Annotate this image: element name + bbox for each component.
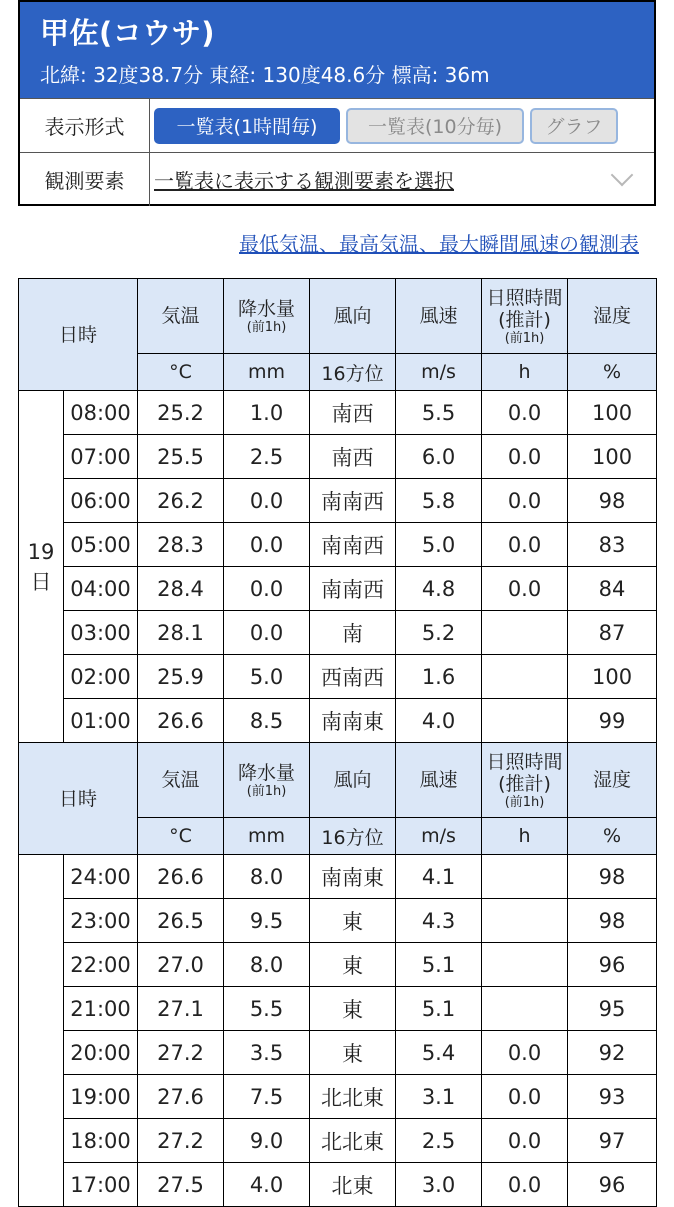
day-number: 19 (27, 539, 55, 564)
precipitation-cell: 0.0 (224, 523, 310, 567)
header-temperature: 気温 (138, 279, 224, 354)
header-humidity: 湿度 (568, 743, 657, 818)
time-cell: 18:00 (64, 1119, 138, 1163)
header-precipitation (224, 743, 310, 818)
time-cell: 07:00 (64, 435, 138, 479)
header-wind-speed: 風速 (396, 279, 482, 354)
wind-speed-cell: 4.3 (396, 899, 482, 943)
header-precipitation (224, 279, 310, 354)
unit-wind-direction: 16方位 (310, 818, 396, 855)
sunshine-cell: 0.0 (482, 1119, 568, 1163)
humidity-cell: 98 (568, 855, 657, 899)
table-row (19, 943, 657, 987)
header-sunshine-label: 日照時間 (486, 750, 563, 773)
header-wind-direction: 風向 (310, 743, 396, 818)
precipitation-cell: 8.5 (224, 699, 310, 743)
day-cell (19, 391, 64, 743)
unit-precipitation: mm (224, 818, 310, 855)
sunshine-cell: 0.0 (482, 523, 568, 567)
temperature-cell: 27.2 (138, 1031, 224, 1075)
table-row (19, 523, 657, 567)
temperature-cell: 28.3 (138, 523, 224, 567)
unit-wind-direction: 16方位 (310, 354, 396, 391)
humidity-cell: 95 (568, 987, 657, 1031)
sunshine-cell: 0.0 (482, 479, 568, 523)
unit-sunshine: h (482, 818, 568, 855)
header-sunshine (482, 279, 568, 354)
header-humidity: 湿度 (568, 279, 657, 354)
table-row (19, 987, 657, 1031)
wind-speed-cell: 4.8 (396, 567, 482, 611)
wind-direction-cell: 南南西 (310, 479, 396, 523)
sunshine-cell: 0.0 (482, 567, 568, 611)
wind-speed-cell: 5.8 (396, 479, 482, 523)
wind-speed-cell: 3.1 (396, 1075, 482, 1119)
precipitation-cell: 7.5 (224, 1075, 310, 1119)
table-row (19, 611, 657, 655)
wind-speed-cell: 5.2 (396, 611, 482, 655)
table-header-row (19, 279, 657, 354)
observation-elements-row (20, 152, 654, 206)
ten-minute-table-button[interactable]: 一覧表(10分毎) (346, 108, 524, 144)
temperature-cell: 28.4 (138, 567, 224, 611)
wind-direction-cell: 東 (310, 899, 396, 943)
unit-wind-speed: m/s (396, 354, 482, 391)
precipitation-cell: 1.0 (224, 391, 310, 435)
header-precipitation-label: 降水量 (238, 761, 296, 784)
humidity-cell: 100 (568, 435, 657, 479)
humidity-cell: 100 (568, 655, 657, 699)
wind-speed-cell: 4.1 (396, 855, 482, 899)
precipitation-cell: 5.5 (224, 987, 310, 1031)
precipitation-cell: 8.0 (224, 855, 310, 899)
precipitation-cell: 2.5 (224, 435, 310, 479)
temperature-cell: 26.2 (138, 479, 224, 523)
station-coordinates: 北緯: 32度38.7分 東経: 130度48.6分 標高: 36m (40, 63, 490, 87)
header-precipitation-label: 降水量 (238, 297, 296, 320)
time-cell: 04:00 (64, 567, 138, 611)
humidity-cell: 84 (568, 567, 657, 611)
hourly-table-button[interactable]: 一覧表(1時間毎) (154, 108, 340, 144)
unit-humidity: % (568, 354, 657, 391)
sunshine-cell (482, 855, 568, 899)
temperature-cell: 25.9 (138, 655, 224, 699)
wind-direction-cell: 東 (310, 1031, 396, 1075)
time-cell: 24:00 (64, 855, 138, 899)
station-name: 甲佐(コウサ) (40, 16, 216, 50)
header-sunshine-sub1: (推計) (498, 308, 551, 331)
sunshine-cell: 0.0 (482, 435, 568, 479)
precipitation-cell: 0.0 (224, 611, 310, 655)
sunshine-cell: 0.0 (482, 391, 568, 435)
time-cell: 01:00 (64, 699, 138, 743)
wind-direction-cell: 南南西 (310, 567, 396, 611)
humidity-cell: 83 (568, 523, 657, 567)
wind-direction-cell: 南西 (310, 391, 396, 435)
unit-precipitation: mm (224, 354, 310, 391)
wind-direction-cell: 南南西 (310, 523, 396, 567)
wind-speed-cell: 5.1 (396, 943, 482, 987)
time-cell: 06:00 (64, 479, 138, 523)
observation-elements-select-text[interactable]: 一覧表に表示する観測要素を選択 (154, 169, 454, 193)
unit-wind-speed: m/s (396, 818, 482, 855)
wind-direction-cell: 南南東 (310, 699, 396, 743)
temperature-cell: 25.2 (138, 391, 224, 435)
time-cell: 05:00 (64, 523, 138, 567)
unit-temperature: °C (138, 354, 224, 391)
header-precipitation-sub: (前1h) (246, 783, 287, 799)
time-cell: 23:00 (64, 899, 138, 943)
sunshine-cell (482, 611, 568, 655)
graph-button[interactable]: グラフ (530, 108, 618, 144)
humidity-cell: 92 (568, 1031, 657, 1075)
precipitation-cell: 8.0 (224, 943, 310, 987)
unit-sunshine: h (482, 354, 568, 391)
wind-direction-cell: 南西 (310, 435, 396, 479)
wind-speed-cell: 4.0 (396, 699, 482, 743)
humidity-cell: 98 (568, 899, 657, 943)
table-row (19, 655, 657, 699)
precipitation-cell: 0.0 (224, 479, 310, 523)
station-header (20, 2, 654, 98)
time-cell: 21:00 (64, 987, 138, 1031)
display-format-row (20, 98, 654, 152)
sunshine-cell: 0.0 (482, 1031, 568, 1075)
extremes-table-link[interactable]: 最低気温、最高気温、最大瞬間風速の観測表 (239, 232, 639, 256)
sunshine-cell (482, 655, 568, 699)
table-row (19, 1031, 657, 1075)
sunshine-cell (482, 987, 568, 1031)
table-row (19, 391, 657, 435)
wind-speed-cell: 1.6 (396, 655, 482, 699)
observation-elements-select[interactable] (150, 153, 654, 206)
humidity-cell: 100 (568, 391, 657, 435)
table-row (19, 567, 657, 611)
humidity-cell: 93 (568, 1075, 657, 1119)
time-cell: 08:00 (64, 391, 138, 435)
temperature-cell: 26.6 (138, 699, 224, 743)
chevron-down-icon[interactable] (611, 164, 634, 187)
header-datetime: 日時 (19, 743, 138, 855)
time-cell: 19:00 (64, 1075, 138, 1119)
temperature-cell: 26.5 (138, 899, 224, 943)
table-header-row (19, 743, 657, 818)
wind-speed-cell: 6.0 (396, 435, 482, 479)
sunshine-cell (482, 699, 568, 743)
wind-speed-cell: 5.4 (396, 1031, 482, 1075)
wind-speed-cell: 2.5 (396, 1119, 482, 1163)
humidity-cell: 96 (568, 943, 657, 987)
wind-direction-cell: 北北東 (310, 1075, 396, 1119)
unit-temperature: °C (138, 818, 224, 855)
header-temperature: 気温 (138, 743, 224, 818)
header-sunshine-label: 日照時間 (486, 286, 563, 309)
sunshine-cell (482, 943, 568, 987)
table-row (19, 1075, 657, 1119)
sunshine-cell (482, 899, 568, 943)
header-sunshine-sub1: (推計) (498, 772, 551, 795)
temperature-cell: 28.1 (138, 611, 224, 655)
precipitation-cell: 5.0 (224, 655, 310, 699)
humidity-cell: 96 (568, 1163, 657, 1207)
header-sunshine (482, 743, 568, 818)
time-cell: 20:00 (64, 1031, 138, 1075)
header-wind-direction: 風向 (310, 279, 396, 354)
temperature-cell: 27.1 (138, 987, 224, 1031)
table-row (19, 435, 657, 479)
precipitation-cell: 9.0 (224, 1119, 310, 1163)
day-suffix: 日 (30, 569, 52, 594)
humidity-cell: 98 (568, 479, 657, 523)
wind-speed-cell: 3.0 (396, 1163, 482, 1207)
observation-table-container (18, 278, 656, 1207)
wind-direction-cell: 北北東 (310, 1119, 396, 1163)
humidity-cell: 99 (568, 699, 657, 743)
table-row (19, 899, 657, 943)
table-row (19, 1119, 657, 1163)
wind-speed-cell: 5.1 (396, 987, 482, 1031)
station-card (18, 0, 656, 206)
unit-humidity: % (568, 818, 657, 855)
header-sunshine-sub2: (前1h) (504, 794, 545, 810)
sunshine-cell: 0.0 (482, 1163, 568, 1207)
humidity-cell: 97 (568, 1119, 657, 1163)
wind-direction-cell: 西南西 (310, 655, 396, 699)
header-precipitation-sub: (前1h) (246, 319, 287, 335)
temperature-cell: 25.5 (138, 435, 224, 479)
time-cell: 03:00 (64, 611, 138, 655)
header-sunshine-sub2: (前1h) (504, 330, 545, 346)
sunshine-cell: 0.0 (482, 1075, 568, 1119)
time-cell: 22:00 (64, 943, 138, 987)
precipitation-cell: 4.0 (224, 1163, 310, 1207)
wind-direction-cell: 南 (310, 611, 396, 655)
precipitation-cell: 3.5 (224, 1031, 310, 1075)
table-row (19, 699, 657, 743)
observation-table (18, 278, 657, 1207)
header-datetime: 日時 (19, 279, 138, 391)
wind-direction-cell: 東 (310, 987, 396, 1031)
display-format-label: 表示形式 (20, 99, 150, 152)
temperature-cell: 26.6 (138, 855, 224, 899)
wind-speed-cell: 5.0 (396, 523, 482, 567)
wind-direction-cell: 東 (310, 943, 396, 987)
observation-elements-label: 観測要素 (20, 153, 150, 206)
wind-direction-cell: 北東 (310, 1163, 396, 1207)
temperature-cell: 27.6 (138, 1075, 224, 1119)
time-cell: 17:00 (64, 1163, 138, 1207)
day-cell (19, 855, 64, 1207)
humidity-cell: 87 (568, 611, 657, 655)
precipitation-cell: 9.5 (224, 899, 310, 943)
temperature-cell: 27.0 (138, 943, 224, 987)
wind-speed-cell: 5.5 (396, 391, 482, 435)
temperature-cell: 27.2 (138, 1119, 224, 1163)
wind-direction-cell: 南南東 (310, 855, 396, 899)
temperature-cell: 27.5 (138, 1163, 224, 1207)
display-format-options (150, 99, 654, 152)
precipitation-cell: 0.0 (224, 567, 310, 611)
time-cell: 02:00 (64, 655, 138, 699)
table-row (19, 855, 657, 899)
header-wind-speed: 風速 (396, 743, 482, 818)
table-row (19, 479, 657, 523)
